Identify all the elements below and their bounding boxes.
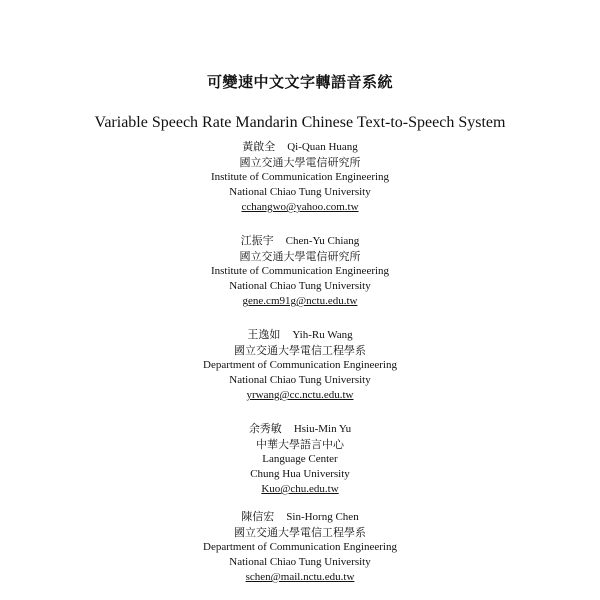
author-department: Institute of Communication Engineering [210,171,390,183]
author-email[interactable]: yrwang@cc.nctu.edu.tw [246,389,354,401]
author-name-english: Sin-Horng Chen [286,511,359,523]
author-university: Chung Hua University [250,468,350,480]
author-affiliation-chinese: 中華大學語言中心 [256,438,344,451]
author-name-chinese: 余秀敏 [248,422,282,435]
author-name-row [0,327,600,343]
author-email[interactable]: cchangwo@yahoo.com.tw [241,201,359,213]
author-name-english: Yih-Ru Wang [292,329,353,341]
author-university: National Chiao Tung University [229,374,371,386]
author-block [0,421,600,497]
author-affiliation-chinese: 國立交通大學電信研究所 [239,250,361,263]
author-name-english: Qi-Quan Huang [287,141,358,153]
paper-title-chinese: 可變速中文文字轉語音系統 [206,73,393,91]
author-university: National Chiao Tung University [229,280,371,292]
author-name-chinese: 江振宇 [240,234,274,247]
author-email[interactable]: gene.cm91g@nctu.edu.tw [242,295,358,307]
author-name-chinese: 黃啟全 [242,140,276,153]
author-name-english: Chen-Yu Chiang [285,235,360,247]
author-department: Language Center [262,453,338,465]
author-block [0,139,600,215]
author-university: National Chiao Tung University [229,556,371,568]
author-block [0,327,600,403]
author-name-row [0,509,600,525]
author-email[interactable]: schen@mail.nctu.edu.tw [245,571,355,583]
author-affiliation-chinese: 國立交通大學電信工程學系 [234,526,366,539]
author-email[interactable]: Kuo@chu.edu.tw [261,483,339,495]
paper-title-english: Variable Speech Rate Mandarin Chinese Text-to-Speech System [94,114,506,131]
author-department: Department of Communication Engineering [203,541,397,553]
author-name-row [0,139,600,155]
author-name-english: Hsiu-Min Yu [293,423,352,435]
author-name-chinese: 陳信宏 [241,510,275,523]
author-name-chinese: 王逸如 [247,328,281,341]
author-name-row [0,421,600,437]
author-department: Institute of Communication Engineering [210,265,390,277]
author-university: National Chiao Tung University [229,186,371,198]
author-department: Department of Communication Engineering [203,359,397,371]
author-affiliation-chinese: 國立交通大學電信工程學系 [234,344,366,357]
author-block [0,233,600,309]
author-affiliation-chinese: 國立交通大學電信研究所 [239,156,361,169]
author-name-row [0,233,600,249]
author-block [0,509,600,585]
